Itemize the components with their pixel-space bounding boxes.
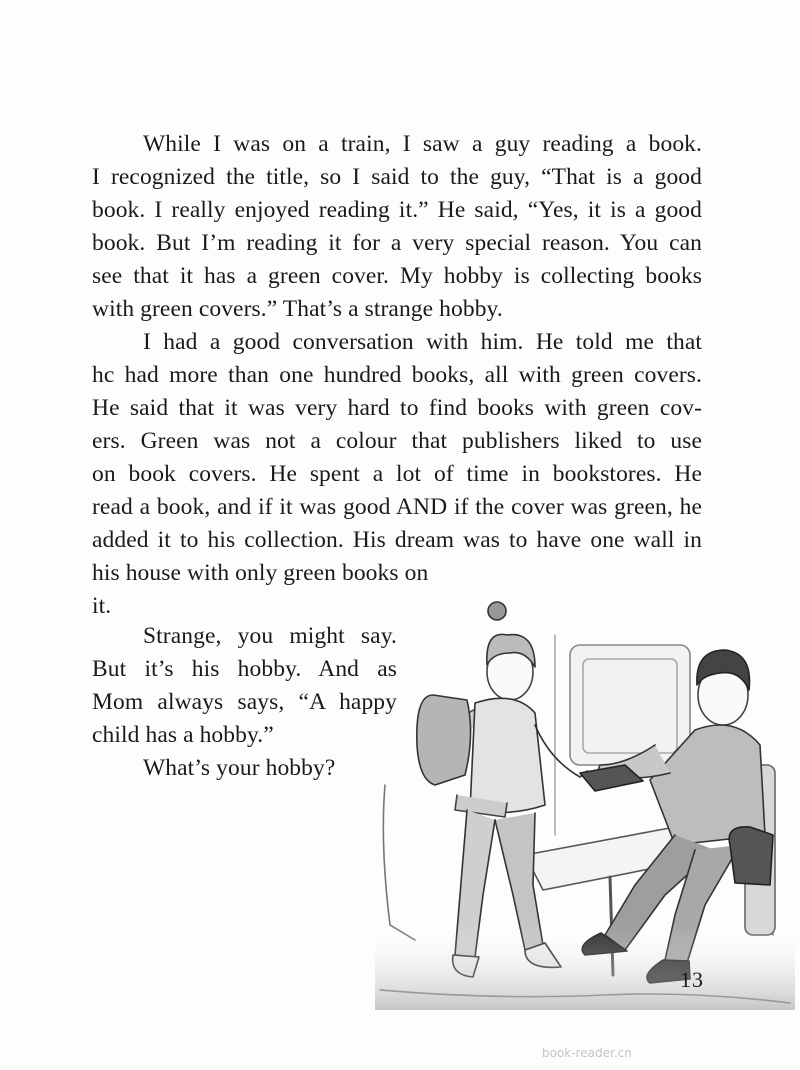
paragraph-1-line-5: see that it has a green cover. My hobby is collecting books bbox=[92, 263, 702, 289]
paragraph-2-line-4: ers. Green was not a colour that publishers liked to use bbox=[92, 428, 702, 454]
paragraph-1-line-1: While I was on a train, I saw a guy reading a book. bbox=[143, 131, 702, 157]
watermark: book-reader.cn bbox=[542, 1046, 632, 1060]
paragraph-3-line-4: child has a hobby.” bbox=[92, 722, 274, 748]
paragraph-1-line-4: book. But I’m reading it for a very special reason. You can bbox=[92, 230, 702, 256]
paragraph-2-line-6: read a book, and if it was good AND if the cover was green, he bbox=[92, 494, 702, 520]
page-number: 13 bbox=[680, 967, 704, 992]
paragraph-1-line-3: book. I really enjoyed reading it.” He said, “Yes, it is a good bbox=[92, 197, 702, 223]
paragraph-3-line-2: But it’s his hobby. And as bbox=[92, 656, 397, 682]
paragraph-1-line-6: with green covers.” That’s a strange hobby. bbox=[92, 296, 503, 322]
paragraph-2-line-9: it. bbox=[92, 593, 112, 619]
paragraph-4-line-1: What’s your hobby? bbox=[143, 755, 336, 781]
paragraph-3-line-3: Mom always says, “A happy bbox=[92, 689, 397, 715]
paragraph-3-line-1: Strange, you might say. bbox=[143, 623, 397, 649]
paragraph-2-line-7: added it to his collection. His dream was to have one wall in bbox=[92, 527, 702, 553]
paragraph-1-line-2: I recognized the title, so I said to the guy, “That is a good bbox=[92, 164, 702, 190]
paragraph-2-line-8: his house with only green books on bbox=[92, 560, 429, 586]
paragraph-2-line-5: on book covers. He spent a lot of time in bookstores. He bbox=[92, 461, 702, 487]
paragraph-2-line-2: hc had more than one hundred books, all with green covers. bbox=[92, 362, 702, 388]
train-illustration bbox=[375, 595, 795, 1010]
paragraph-2-line-3: He said that it was very hard to find books with green cov- bbox=[92, 395, 702, 421]
paragraph-2-line-1: I had a good conversation with him. He told me that bbox=[143, 329, 702, 355]
